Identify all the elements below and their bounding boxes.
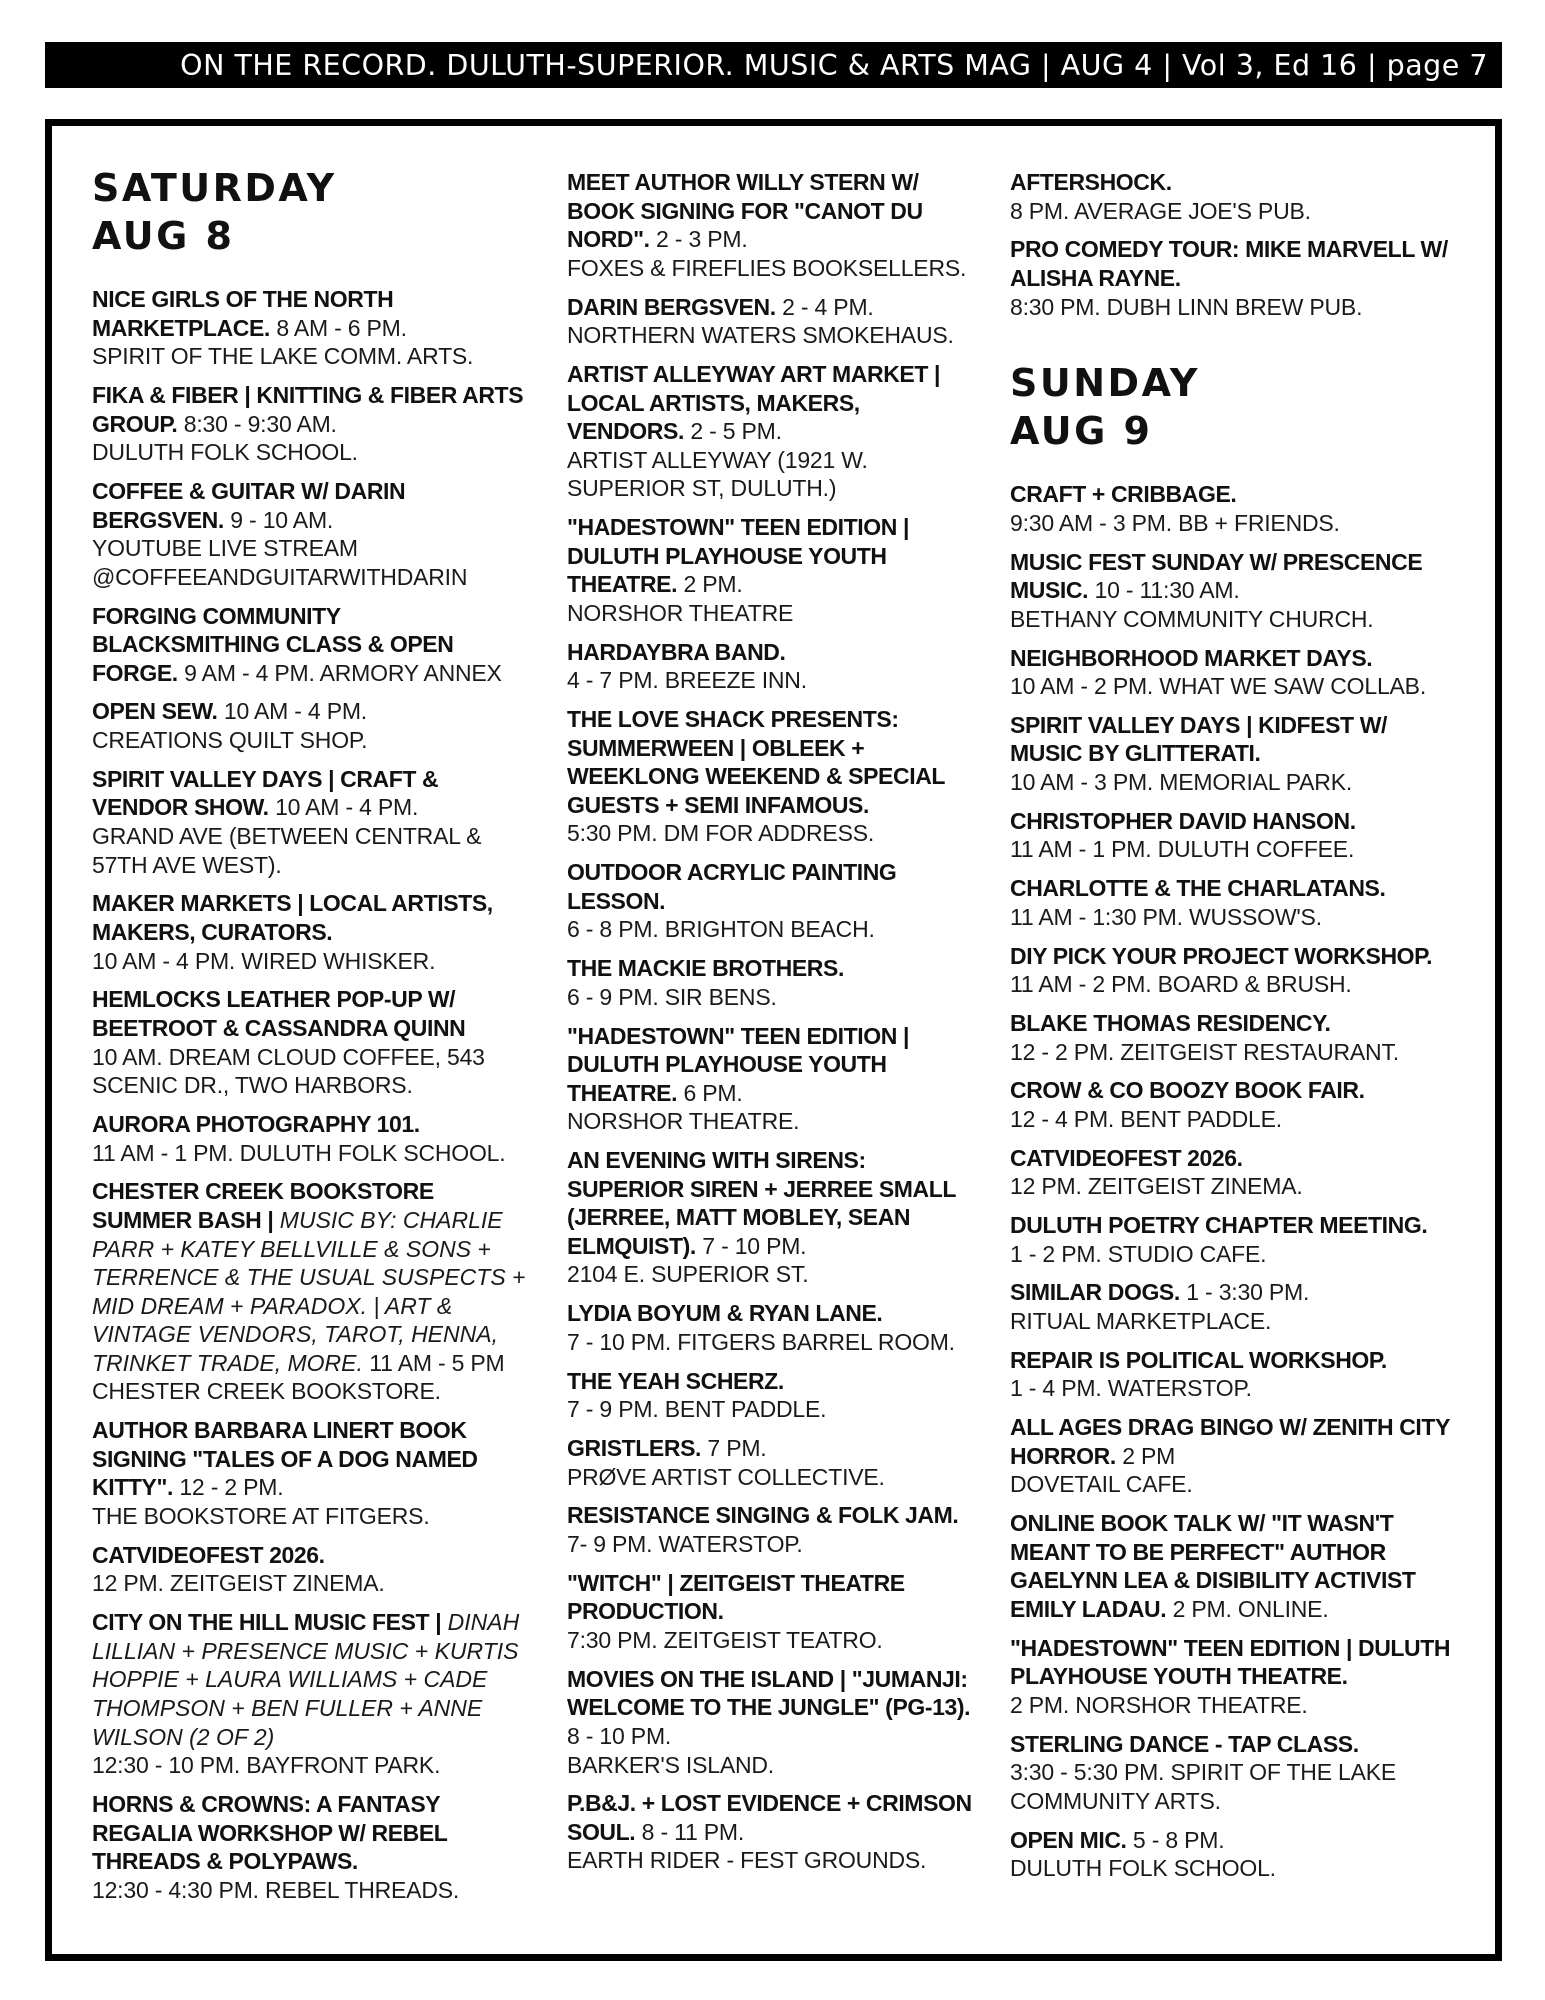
event-title: COFFEE & GUITAR W/ DARIN BERGSVEN. [92, 477, 406, 533]
event-listing [567, 1665, 977, 1779]
event-listing [567, 1501, 977, 1558]
event-listing [92, 765, 532, 879]
event-listing [1010, 874, 1460, 931]
event-venue: YOUTUBE LIVE STREAM @COFFEEANDGUITARWITHDARIN [92, 535, 468, 590]
event-title: P.B&J. + LOST EVIDENCE + CRIMSON SOUL. [567, 1790, 972, 1845]
event-title: AUTHOR BARBARA LINERT BOOK SIGNING "TALES OF A DOG NAMED KITTY". [92, 1417, 478, 1501]
day-heading [92, 164, 532, 260]
header-text: ON THE RECORD. DULUTH-SUPERIOR. MUSIC & ARTS MAG | AUG 4 | Vol 3, Ed 16 | page 7 [180, 48, 1488, 82]
listings-frame [45, 119, 1502, 1961]
event-listing [1010, 548, 1460, 634]
event-venue: DULUTH FOLK SCHOOL. [1010, 1855, 1276, 1882]
event-title: FORGING COMMUNITY BLACKSMITHING CLASS & OPEN FORGE. [92, 602, 454, 686]
event-listing [1010, 1509, 1460, 1623]
event-listing [567, 168, 977, 282]
event-title: DARIN BERGSVEN. [567, 293, 776, 320]
event-title: HEMLOCKS LEATHER POP-UP W/ BEETROOT & CASSANDRA QUINN [92, 986, 466, 1041]
event-venue: 2 PM. NORSHOR THEATRE. [1010, 1691, 1308, 1718]
event-venue: 11 AM - 1 PM. DULUTH FOLK SCHOOL. [92, 1139, 506, 1166]
event-venue: 8:30 PM. DUBH LINN BREW PUB. [1010, 293, 1363, 320]
event-title: "HADESTOWN" TEEN EDITION | DULUTH PLAYHOUSE YOUTH THEATRE. [567, 1022, 909, 1106]
event-listing [92, 285, 532, 371]
event-venue: 2104 E. SUPERIOR ST. [567, 1261, 809, 1288]
event-venue: EARTH RIDER - FEST GROUNDS. [567, 1847, 927, 1874]
event-title: AFTERSHOCK. [1010, 169, 1172, 195]
event-title: SIMILAR DOGS. [1010, 1279, 1180, 1306]
event-venue: CREATIONS QUILT SHOP. [92, 727, 368, 754]
event-listing [1010, 1826, 1460, 1883]
event-listing [1010, 1413, 1460, 1499]
event-title: "WITCH" | ZEITGEIST THEATRE PRODUCTION. [567, 1569, 905, 1625]
event-title: CRAFT + CRIBBAGE. [1010, 481, 1237, 508]
event-venue: 6 - 9 PM. SIR BENS. [567, 983, 777, 1010]
event-detail: 7 PM. [707, 1435, 767, 1461]
event-listing [92, 1177, 532, 1406]
column-1 [92, 164, 532, 1915]
event-venue: NORTHERN WATERS SMOKEHAUS. [567, 322, 954, 349]
event-venue: GRAND AVE (BETWEEN CENTRAL & 57TH AVE WEST). [92, 823, 482, 878]
event-venue: CHESTER CREEK BOOKSTORE. [92, 1378, 441, 1405]
day-heading-line: SUNDAY [1010, 361, 1200, 406]
event-venue: 12 - 4 PM. BENT PADDLE. [1010, 1105, 1282, 1132]
event-venue: 10 AM - 2 PM. WHAT WE SAW COLLAB. [1010, 673, 1427, 700]
event-detail: 8 - 10 PM. [567, 1722, 672, 1749]
column-3 [1010, 168, 1460, 1893]
event-listing [92, 697, 532, 754]
event-detail: 10 AM - 4 PM. [275, 794, 419, 821]
event-venue: 10 AM. DREAM CLOUD COFFEE, 543 SCENIC DR., TWO HARBORS. [92, 1043, 485, 1099]
event-venue: ARTIST ALLEYWAY (1921 W. SUPERIOR ST, DULUTH.) [567, 446, 868, 502]
event-title: THE MACKIE BROTHERS. [567, 955, 844, 982]
day-heading [1010, 359, 1460, 455]
event-venue: 1 - 2 PM. STUDIO CAFE. [1010, 1240, 1267, 1267]
event-detail: 10 AM - 4 PM. [223, 698, 367, 725]
event-title: CHARLOTTE & THE CHARLATANS. [1010, 875, 1386, 902]
event-title: "HADESTOWN" TEEN EDITION | DULUTH PLAYHOUSE YOUTH THEATRE. [567, 514, 909, 598]
event-venue: DOVETAIL CAFE. [1010, 1471, 1193, 1498]
event-listing [567, 1434, 977, 1491]
event-note: MUSIC BY: CHARLIE PARR + KATEY BELLVILLE & SONS + TERRENCE & THE USUAL SUSPECTS + MID DREAM + PARADOX. | ART & VINTAGE VENDORS, TAROT, HENNA, TRINKET TRADE, MORE. [92, 1206, 526, 1376]
event-title: NICE GIRLS OF THE NORTH MARKETPLACE. [92, 286, 394, 341]
event-venue: 1 - 4 PM. WATERSTOP. [1010, 1375, 1252, 1402]
event-detail: 6 PM. [683, 1079, 743, 1106]
event-venue: 4 - 7 PM. BREEZE INN. [567, 667, 807, 694]
event-detail: 10 - 11:30 AM. [1094, 577, 1240, 604]
event-title: SPIRIT VALLEY DAYS | KIDFEST W/ MUSIC BY GLITTERATI. [1010, 711, 1387, 767]
event-title: CATVIDEOFEST 2026. [92, 1541, 325, 1568]
event-title: AURORA PHOTOGRAPHY 101. [92, 1110, 420, 1137]
event-listing [567, 513, 977, 627]
event-title: RESISTANCE SINGING & FOLK JAM. [567, 1502, 959, 1529]
event-listing [92, 1416, 532, 1530]
event-listing [92, 1110, 532, 1167]
event-title: THE YEAH SCHERZ. [567, 1367, 784, 1394]
event-title: HORNS & CROWNS: A FANTASY REGALIA WORKSHOP W/ REBEL THREADS & POLYPAWS. [92, 1790, 448, 1875]
event-venue: 12 - 2 PM. ZEITGEIST RESTAURANT. [1010, 1038, 1399, 1065]
event-venue: 10 AM - 4 PM. WIRED WHISKER. [92, 947, 436, 974]
event-venue: 9:30 AM - 3 PM. BB + FRIENDS. [1010, 509, 1340, 536]
event-listing [567, 360, 977, 503]
event-listing [92, 477, 532, 591]
event-venue: 12:30 - 4:30 PM. REBEL THREADS. [92, 1876, 460, 1903]
event-detail: 1 - 3:30 PM. [1186, 1279, 1310, 1306]
event-detail: 11 AM - 5 PM [369, 1349, 505, 1376]
event-listing [567, 1367, 977, 1424]
event-venue: 12 PM. ZEITGEIST ZINEMA. [92, 1570, 385, 1597]
event-listing [1010, 1346, 1460, 1403]
event-listing [1010, 480, 1460, 537]
event-listing [567, 1789, 977, 1875]
event-listing [92, 1790, 532, 1904]
event-title: PRO COMEDY TOUR: MIKE MARVELL W/ ALISHA RAYNE. [1010, 236, 1448, 291]
event-detail: 2 - 3 PM. [656, 226, 748, 253]
event-listing [92, 1608, 532, 1780]
event-listing [92, 889, 532, 975]
event-title: OUTDOOR ACRYLIC PAINTING LESSON. [567, 859, 897, 914]
event-listing [1010, 1730, 1460, 1816]
event-detail: 12 - 2 PM. [179, 1474, 284, 1501]
event-venue: 7:30 PM. ZEITGEIST TEATRO. [567, 1626, 883, 1653]
event-title: ONLINE BOOK TALK W/ "IT WASN'T MEANT TO BE PERFECT" AUTHOR GAELYNN LEA & DISIBILITY ACTIVIST EMILY LADAU. [1010, 1510, 1416, 1622]
event-title: MUSIC FEST SUNDAY W/ PRESCENCE MUSIC. [1010, 548, 1423, 604]
event-title: DIY PICK YOUR PROJECT WORKSHOP. [1010, 942, 1433, 969]
event-listing [92, 381, 532, 467]
event-title: MAKER MARKETS | LOCAL ARTISTS, MAKERS, CURATORS. [92, 890, 493, 945]
event-listing [1010, 1211, 1460, 1268]
event-listing [567, 954, 977, 1011]
event-listing [1010, 644, 1460, 701]
event-title: CHRISTOPHER DAVID HANSON. [1010, 807, 1356, 834]
event-venue: NORSHOR THEATRE [567, 599, 794, 626]
event-listing [1010, 942, 1460, 999]
event-title: GRISTLERS. [567, 1435, 702, 1461]
event-title: CROW & CO BOOZY BOOK FAIR. [1010, 1077, 1365, 1104]
event-title: CITY ON THE HILL MUSIC FEST | [92, 1609, 442, 1636]
event-title: BLAKE THOMAS RESIDENCY. [1010, 1009, 1331, 1036]
day-heading-line: AUG 8 [92, 214, 235, 258]
event-listing [567, 1569, 977, 1655]
event-listing [567, 1146, 977, 1289]
event-title: REPAIR IS POLITICAL WORKSHOP. [1010, 1346, 1387, 1373]
event-venue: RITUAL MARKETPLACE. [1010, 1308, 1272, 1335]
event-detail: 9 AM - 4 PM. ARMORY ANNEX [184, 659, 502, 686]
event-venue: 11 AM - 2 PM. BOARD & BRUSH. [1010, 971, 1352, 998]
event-title: MOVIES ON THE ISLAND | "JUMANJI: WELCOME TO THE JUNGLE" (PG-13). [567, 1665, 971, 1721]
day-heading-line: AUG 9 [1010, 409, 1153, 454]
event-listing [1010, 168, 1460, 225]
event-venue: 3:30 - 5:30 PM. SPIRIT OF THE LAKE COMMUNITY ARTS. [1010, 1759, 1397, 1814]
event-listing [1010, 1076, 1460, 1133]
event-listing [92, 1541, 532, 1598]
event-listing [1010, 711, 1460, 797]
event-venue: 12 PM. ZEITGEIST ZINEMA. [1010, 1173, 1303, 1200]
event-detail: 2 - 5 PM. [690, 418, 782, 445]
event-title: OPEN MIC. [1010, 1826, 1127, 1853]
event-venue: FOXES & FIREFLIES BOOKSELLERS. [567, 254, 967, 281]
event-venue: 6 - 8 PM. BRIGHTON BEACH. [567, 916, 875, 943]
event-detail: 2 PM. ONLINE. [1172, 1595, 1329, 1622]
event-venue: THE BOOKSTORE AT FITGERS. [92, 1503, 430, 1530]
event-detail: 2 PM. [683, 571, 743, 598]
event-listing [1010, 1009, 1460, 1066]
event-listing [92, 985, 532, 1099]
event-note: DINAH LILLIAN + PRESENCE MUSIC + KURTIS HOPPIE + LAURA WILLIAMS + CADE THOMPSON + BEN FULLER + ANNE WILSON (2 OF 2) [92, 1609, 520, 1750]
event-title: CHESTER CREEK BOOKSTORE SUMMER BASH | [92, 1178, 434, 1233]
event-detail: 2 PM [1122, 1442, 1176, 1469]
event-listing [1010, 235, 1460, 321]
event-title: HARDAYBRA BAND. [567, 638, 786, 665]
event-title: STERLING DANCE - TAP CLASS. [1010, 1730, 1359, 1757]
event-venue: 12:30 - 10 PM. BAYFRONT PARK. [92, 1752, 441, 1779]
event-title: ALL AGES DRAG BINGO W/ ZENITH CITY HORROR. [1010, 1414, 1450, 1469]
event-title: THE LOVE SHACK PRESENTS: SUMMERWEEN | OBLEEK + WEEKLONG WEEKEND & SPECIAL GUESTS + SEMI INFAMOUS. [567, 706, 945, 818]
day-heading-line: SATURDAY [92, 166, 337, 210]
event-venue: 5:30 PM. DM FOR ADDRESS. [567, 820, 875, 847]
event-venue: PRØVE ARTIST COLLECTIVE. [567, 1463, 885, 1490]
column-2 [567, 168, 977, 1885]
event-venue: NORSHOR THEATRE. [567, 1108, 800, 1135]
event-listing [1010, 1278, 1460, 1335]
event-detail: 7 - 10 PM. [702, 1232, 807, 1259]
page-header-bar [45, 42, 1502, 88]
event-detail: 5 - 8 PM. [1132, 1826, 1225, 1853]
event-listing [567, 858, 977, 944]
event-venue: SPIRIT OF THE LAKE COMM. ARTS. [92, 343, 474, 370]
event-detail: 2 - 4 PM. [782, 293, 874, 320]
event-listing [567, 1022, 977, 1136]
event-listing [567, 638, 977, 695]
event-listing [1010, 807, 1460, 864]
event-venue: BARKER'S ISLAND. [567, 1751, 774, 1778]
event-detail: 9 - 10 AM. [230, 506, 334, 533]
event-listing [567, 1299, 977, 1356]
event-venue: BETHANY COMMUNITY CHURCH. [1010, 605, 1374, 632]
event-title: ARTIST ALLEYWAY ART MARKET | LOCAL ARTISTS, MAKERS, VENDORS. [567, 360, 941, 445]
event-title: "HADESTOWN" TEEN EDITION | DULUTH PLAYHOUSE YOUTH THEATRE. [1010, 1634, 1451, 1690]
event-venue: 7 - 10 PM. FITGERS BARREL ROOM. [567, 1328, 955, 1355]
event-detail: 8 AM - 6 PM. [276, 314, 407, 341]
event-title: LYDIA BOYUM & RYAN LANE. [567, 1300, 883, 1327]
event-listing [1010, 1634, 1460, 1720]
event-venue: 10 AM - 3 PM. MEMORIAL PARK. [1010, 769, 1353, 796]
event-title: NEIGHBORHOOD MARKET DAYS. [1010, 644, 1373, 671]
event-venue: 8 PM. AVERAGE JOE'S PUB. [1010, 197, 1311, 224]
event-title: MEET AUTHOR WILLY STERN W/ BOOK SIGNING FOR "CANOT DU NORD". [567, 169, 923, 253]
event-title: AN EVENING WITH SIRENS: SUPERIOR SIREN + JERREE SMALL (JERREE, MATT MOBLEY, SEAN ELMQUIST). [567, 1147, 956, 1259]
event-venue: DULUTH FOLK SCHOOL. [92, 439, 358, 466]
event-detail: 8 - 11 PM. [641, 1818, 745, 1845]
event-title: OPEN SEW. [92, 698, 218, 725]
event-venue: 11 AM - 1:30 PM. WUSSOW'S. [1010, 903, 1322, 930]
event-listing [1010, 1144, 1460, 1201]
event-title: FIKA & FIBER | KNITTING & FIBER ARTS GROUP. [92, 381, 524, 437]
event-title: CATVIDEOFEST 2026. [1010, 1144, 1243, 1171]
event-detail: 8:30 - 9:30 AM. [183, 410, 337, 437]
event-listing [567, 705, 977, 848]
event-detail: 7- 9 PM. WATERSTOP. [567, 1530, 803, 1557]
event-listing [567, 293, 977, 350]
event-venue: 7 - 9 PM. BENT PADDLE. [567, 1396, 827, 1423]
event-title: DULUTH POETRY CHAPTER MEETING. [1010, 1212, 1428, 1239]
event-venue: 11 AM - 1 PM. DULUTH COFFEE. [1010, 836, 1355, 863]
event-title: SPIRIT VALLEY DAYS | CRAFT & VENDOR SHOW. [92, 765, 439, 821]
event-listing [92, 602, 532, 688]
